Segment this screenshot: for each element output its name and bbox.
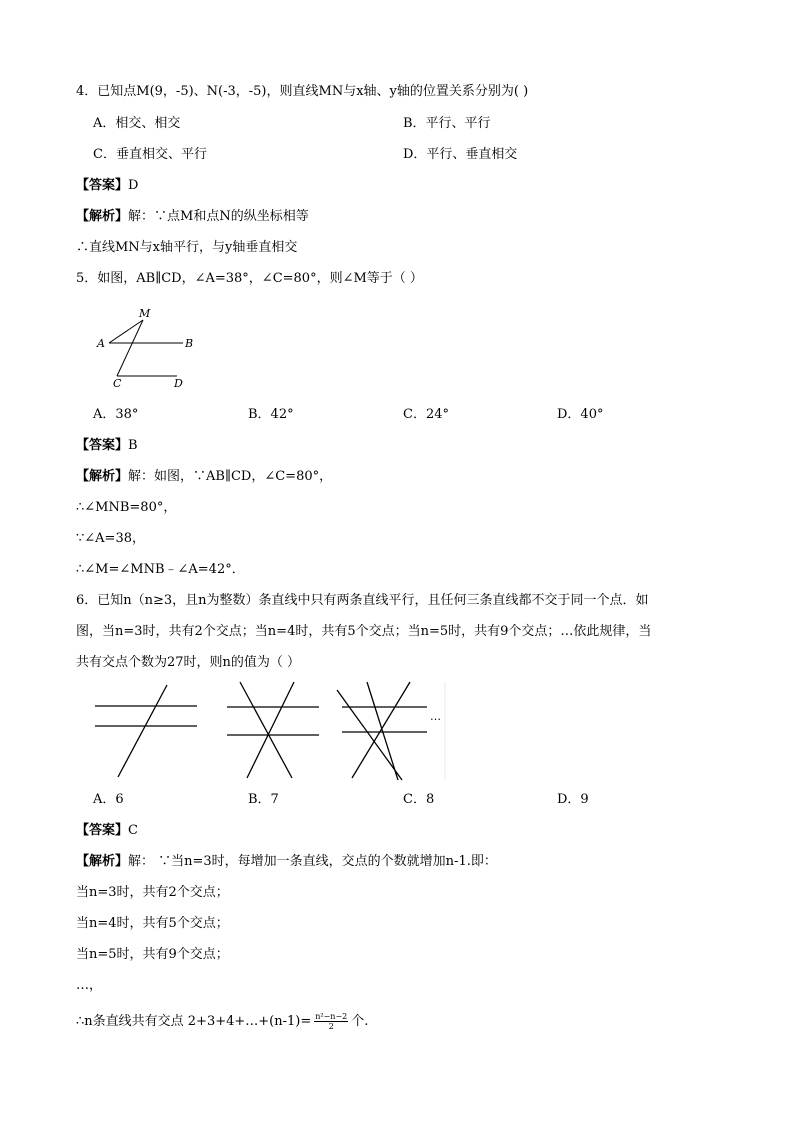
q5-analysis-line: ∴∠MNB=80°，: [76, 500, 177, 515]
q6-analysis-line: 当n=5时，共有9个交点；: [76, 947, 229, 962]
label-c: C: [113, 377, 122, 390]
label-b: B: [185, 337, 194, 350]
q6-option-d: D．9: [557, 792, 589, 807]
answer-tag: 【答案】: [76, 438, 129, 453]
q6-analysis-line: 【解析】解： ∵当n=3时，每增加一条直线，交点的个数就增加n-1.即：: [76, 854, 497, 869]
q5-option-a: A．38°: [93, 407, 139, 422]
q5-analysis-line: ∵∠A=38，: [76, 531, 145, 546]
q6-answer: [76, 822, 138, 840]
q5-analysis-line: 【解析】解：如图，∵AB∥CD，∠C=80°，: [76, 469, 333, 484]
q5-stem: 5．如图，AB∥CD，∠A=38°，∠C=80°，则∠M等于（ ）: [76, 271, 423, 286]
q4-stem: 4．已知点M(9，-5)、N(-3，-5)，则直线MN与x轴、y轴的位置关系分别为( ): [76, 84, 529, 99]
label-m: M: [139, 307, 151, 320]
q6-analysis-line: 当n=4时，共有5个交点；: [76, 916, 229, 931]
label-a: A: [97, 337, 105, 350]
q6-option-b: B．7: [248, 792, 279, 807]
answer-tag: 【答案】: [76, 823, 129, 838]
figure-n5: [337, 682, 427, 780]
q5-option-d: D．40°: [557, 407, 604, 422]
q4-analysis-line: 【解析】解：∵点M和点N的纵坐标相等: [76, 209, 309, 224]
q6-option-a: A．6: [93, 792, 124, 807]
q6-option-c: C．8: [403, 792, 435, 807]
q6-stem-line: 6．已知n（n≥3，且n为整数）条直线中只有两条直线平行，且任何三条直线都不交于同一个点．如: [76, 593, 649, 608]
q4-answer: [76, 177, 138, 195]
q5-answer: [76, 437, 138, 455]
q6-figure: [90, 680, 450, 782]
q5-option-c: C．24°: [403, 407, 449, 422]
analysis-tag: 【解析】: [76, 469, 129, 484]
answer-value: C: [128, 823, 138, 838]
q4-option-b: B．平行、平行: [403, 116, 491, 131]
figure-n4: [227, 682, 319, 778]
analysis-tag: 【解析】: [76, 209, 129, 224]
q4-option-c: C．垂直相交、平行: [93, 147, 207, 162]
q4-option-a: A．相交、相交: [93, 116, 181, 131]
figure-n3: [95, 685, 197, 777]
figure-ellipsis: …: [430, 710, 441, 723]
q6-analysis-line: …，: [76, 978, 103, 993]
q4-analysis-line: ∴直线MN与x轴平行，与y轴垂直相交: [76, 240, 298, 255]
q5-option-b: B．42°: [248, 407, 294, 422]
q6-stem-line: 共有交点个数为27时，则n的值为（ ）: [76, 655, 301, 670]
q6-conclusion: ∴n条直线共有交点 2+3+4+…+(n-1)= $\frac{\text{n²−n−2}}{2}$ 个.: [76, 1012, 369, 1031]
q6-stem-line: 图，当n=3时，共有2个交点；当n=4时，共有5个交点；当n=5时，共有9个交点；…依此规律，当: [76, 624, 652, 639]
answer-tag: 【答案】: [76, 178, 129, 193]
q5-analysis-line: ∴∠M=∠MNB﹣∠A=42°．: [76, 562, 245, 577]
analysis-tag: 【解析】: [76, 854, 129, 869]
q6-analysis-line: 当n=3时，共有2个交点；: [76, 885, 229, 900]
answer-value: D: [128, 178, 139, 193]
q4-option-d: D．平行、垂直相交: [403, 147, 518, 162]
label-d: D: [174, 377, 183, 390]
q5-figure: [95, 305, 205, 390]
answer-value: B: [128, 438, 138, 453]
fraction: $\frac{\text{n²−n−2}}{2}$: [315, 1012, 348, 1031]
